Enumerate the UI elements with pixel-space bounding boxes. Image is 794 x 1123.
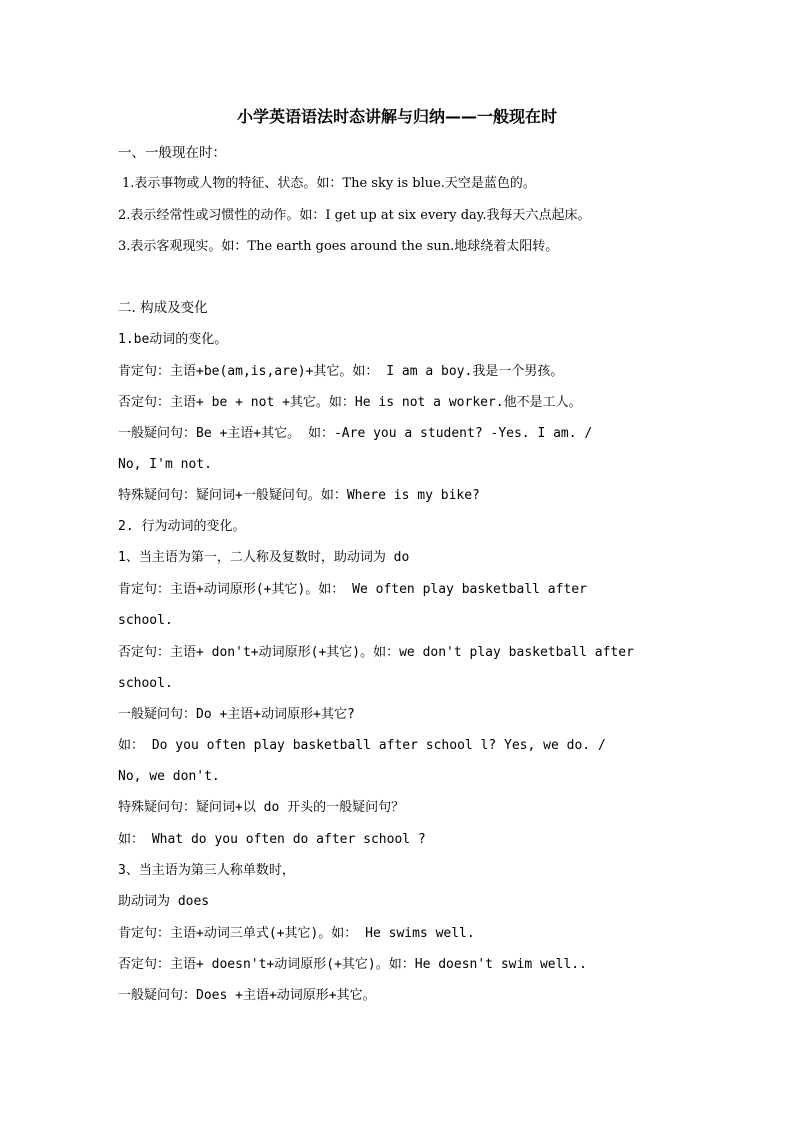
text-line: school. (118, 676, 173, 691)
text-line: 1、当主语为第一，二人称及复数时，助动词为 do (118, 550, 410, 565)
text-line: No, I'm not. (118, 457, 212, 472)
text-line: 否定句：主语+ be + not +其它。如：He is not a worker.他不是工人。 (118, 395, 582, 410)
text-line: 如： Do you often play basketball after school l? Yes, we do. / (118, 738, 606, 753)
text-line: 一般疑问句：Do +主语+动词原形+其它? (118, 707, 355, 722)
section-heading-1: 一、一般现在时： (118, 145, 226, 161)
text-line: No, we don't. (118, 769, 220, 784)
text-line: 肯定句：主语+动词原形(+其它)。如： We often play basketball after (118, 582, 587, 597)
text-line: 特殊疑问句：疑问词+一般疑问句。如：Where is my bike? (118, 488, 480, 503)
text-line: 一般疑问句：Be +主语+其它。 如：-Are you a student? -Yes. I am. / (118, 426, 593, 441)
text-line: 一般疑问句：Does +主语+动词原形+其它。 (118, 988, 376, 1003)
text-line: 肯定句：主语+动词三单式(+其它)。如： He swims well. (118, 926, 475, 941)
section-heading-2: 二. 构成及变化 (118, 300, 208, 316)
text-line: 否定句：主语+ doesn't+动词原形(+其它)。如：He doesn't swim well.. (118, 957, 587, 972)
text-line: 助动词为 does (118, 894, 210, 909)
text-line: 3.表示客观现实。如：The earth goes around the sun.地球绕着太阳转。 (118, 239, 559, 254)
text-line: 特殊疑问句：疑问词+以 do 开头的一般疑问句？ (118, 800, 405, 815)
text-line: 2.表示经常性或习惯性的动作。如：I get up at six every day.我每天六点起床。 (118, 208, 591, 223)
text-line: school. (118, 613, 173, 628)
text-line: 1.be动词的变化。 (118, 332, 228, 347)
text-line: 2. 行为动词的变化。 (118, 519, 246, 534)
text-line: 1.表示事物或人物的特征、状态。如：The sky is blue.天空是蓝色的。 (122, 176, 536, 191)
document-title: 小学英语语法时态讲解与归纳——一般现在时 (236, 107, 557, 126)
text-line: 否定句：主语+ don't+动词原形(+其它)。如：we don't play basketball after (118, 645, 634, 660)
text-line: 如： What do you often do after school ? (118, 832, 426, 847)
text-line: 3、当主语为第三人称单数时， (118, 863, 295, 878)
text-line: 肯定句：主语+be(am,is,are)+其它。如： I am a boy.我是一个男孩。 (118, 364, 564, 379)
